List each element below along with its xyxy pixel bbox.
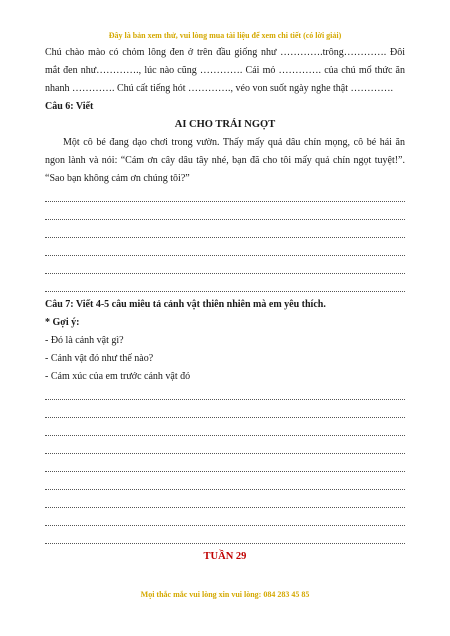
passage-line-2: mắt đen như…………., lúc nào cũng …………. Cái mỏ …………. của chú mổ thức ăn xyxy=(45,65,405,76)
hint-item-3: - Cảm xúc của em trước cảnh vật đó xyxy=(45,371,191,382)
worksheet-content xyxy=(45,44,405,566)
answer-line[interactable] xyxy=(45,188,405,206)
passage-line-1: Chú chào mào có chỏm lông đen ở trên đầu giống như ………….trông…………. Đôi xyxy=(45,47,405,58)
answer-line[interactable] xyxy=(45,494,405,512)
answer-line[interactable] xyxy=(45,440,405,458)
answer-line[interactable] xyxy=(45,242,405,260)
question-6-label: Câu 6: Viết xyxy=(45,101,94,112)
answer-line[interactable] xyxy=(45,422,405,440)
preview-notice-banner: Đây là bản xem thử, vui lòng mua tài liệu để xem chi tiết (có lời giải) xyxy=(108,31,342,40)
week-heading: TUẦN 29 xyxy=(203,551,247,562)
story-line-2: ngon lành và nói: “Cám ơn cây dâu tây nhé, bạn đã cho tôi mấy quả chín ngọt tuyệt!”. xyxy=(45,155,405,166)
answer-line[interactable] xyxy=(45,386,405,404)
answer-lines-q6 xyxy=(45,188,405,296)
answer-line[interactable] xyxy=(45,476,405,494)
answer-line[interactable] xyxy=(45,206,405,224)
story-line-1: Một cô bé đang dạo chơi trong vườn. Thấy mấy quả dâu chín mọng, cô bé hái ăn xyxy=(63,137,405,148)
hint-item-1: - Đó là cảnh vật gì? xyxy=(45,335,124,346)
story-title: AI CHO TRÁI NGỌT xyxy=(174,119,276,130)
answer-line[interactable] xyxy=(45,260,405,278)
answer-line[interactable] xyxy=(45,530,405,548)
story-line-3: “Sao bạn không cảm ơn chúng tôi?” xyxy=(45,173,190,184)
question-7-label: Câu 7: Viết 4-5 câu miêu tả cảnh vật thiên nhiên mà em yêu thích. xyxy=(45,299,326,310)
passage-line-3: nhanh …………. Chú cất tiếng hót …………., véo von suốt ngày nghe thật …………. xyxy=(45,83,394,94)
answer-line[interactable] xyxy=(45,512,405,530)
contact-footer: Mọi thắc mắc vui lòng xin vui lòng: 084 283 45 85 xyxy=(140,590,310,599)
answer-line[interactable] xyxy=(45,404,405,422)
answer-line[interactable] xyxy=(45,224,405,242)
answer-line[interactable] xyxy=(45,458,405,476)
answer-line[interactable] xyxy=(45,278,405,296)
answer-lines-q7 xyxy=(45,386,405,548)
hint-label: * Gợi ý: xyxy=(45,317,80,328)
hint-item-2: - Cảnh vật đó như thế nào? xyxy=(45,353,154,364)
